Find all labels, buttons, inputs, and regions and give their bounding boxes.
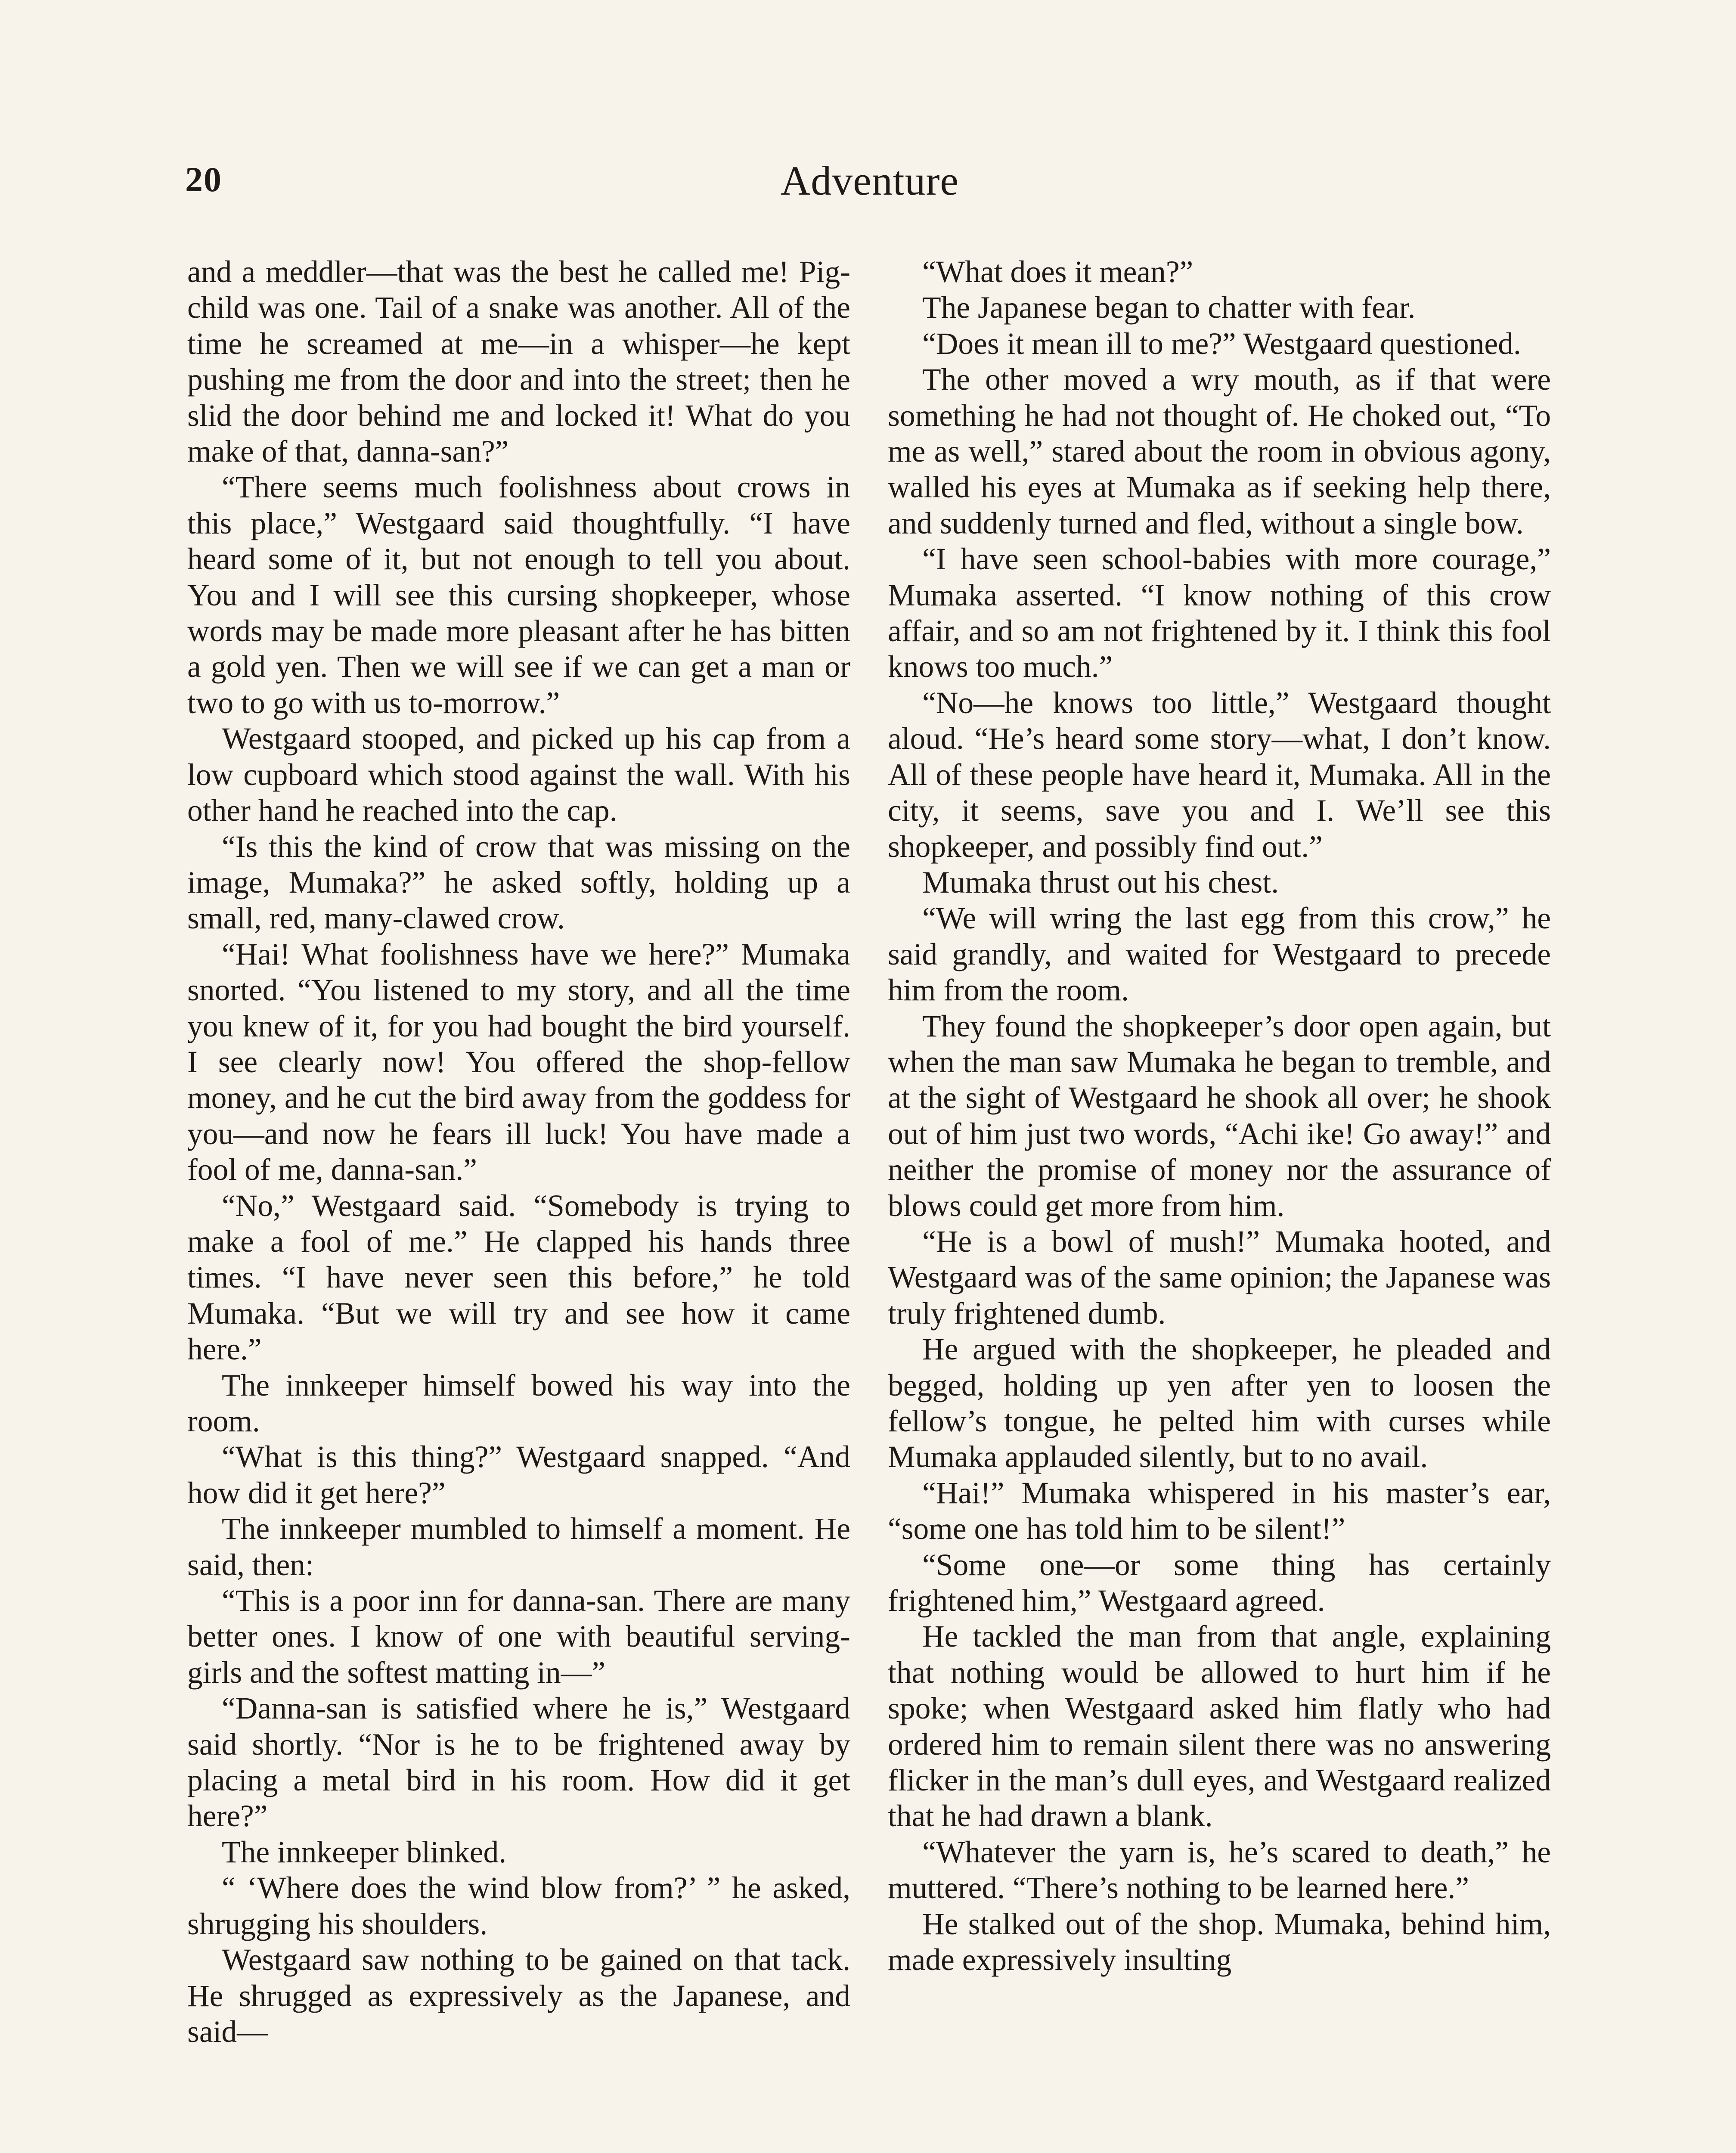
left-column: [187, 254, 850, 2153]
paragraph: “ ‘Where does the wind blow from?’ ” he asked, shrugging his shoulders.: [187, 1871, 850, 1941]
paragraph: “What is this thing?” Westgaard snapped. “And how did it get here?”: [187, 1440, 850, 1510]
paragraph: They found the shopkeeper’s door open again, but when the man saw Mumaka he began to tremble, and at the sight of Westgaard he shook all over; he shook out of him just two words, “Achi ike! Go away!” and neither the promise of money nor the assurance of blows could get more from him.: [888, 1009, 1551, 1223]
paragraph: “I have seen school-babies with more courage,” Mumaka asserted. “I know nothing of this crow affair, and so am not frightened by it. I think this fool knows too much.”: [888, 542, 1551, 684]
paragraph: “Hai! What foolishness have we here?” Mumaka snorted. “You listened to my story, and all the time you knew of it, for you had bought the bird yourself. I see clearly now! You offered the shop-fellow money, and he cut the bird away from the goddess for you—and now he fears ill luck! You have made a fool of me, danna-san.”: [187, 937, 850, 1187]
page-header: [185, 159, 1554, 220]
paragraph: Westgaard stooped, and picked up his cap from a low cupboard which stood against the wall. With his other hand he reached into the cap.: [187, 722, 850, 828]
paragraph: Mumaka thrust out his chest.: [922, 865, 1279, 900]
paragraph: The Japanese began to chatter with fear.: [922, 291, 1416, 325]
paragraph: “No—he knows too little,” Westgaard thought aloud. “He’s heard some story—what, I don’t know. All of these people have heard it, Mumaka. All in the city, it seems, save you and I. We’ll see this shopkeeper, and possibly find out.”: [888, 686, 1551, 864]
paragraph: “There seems much foolishness about crows in this place,” Westgaard said thoughtfully. “I have heard some of it, but not enough to tell you about. You and I will see this cursing shopkeeper, whose words may be made more pleasant after he has bitten a gold yen. Then we will see if we can get a man or two to go with us to-morrow.”: [187, 470, 850, 720]
paragraph: He argued with the shopkeeper, he pleaded and begged, holding up yen after yen to loosen the fellow’s tongue, he pelted him with curses while Mumaka applauded silently, but to no avail.: [888, 1332, 1551, 1474]
page-number: 20: [185, 160, 222, 199]
paragraph: “Hai!” Mumaka whispered in his master’s ear, “some one has told him to be silent!”: [888, 1476, 1551, 1546]
paragraph: The innkeeper mumbled to himself a moment. He said, then:: [187, 1512, 850, 1582]
paragraph: The innkeeper blinked.: [222, 1835, 507, 1869]
paragraph: He tackled the man from that angle, explaining that nothing would be allowed to hurt him if he spoke; when Westgaard asked him flatly who had ordered him to remain silent there was no answering flicker in the man’s dull eyes, and Westgaard realized that he had drawn a blank.: [888, 1619, 1551, 1833]
paragraph: and a meddler—that was the best he called me! Pig-child was one. Tail of a snake was another. All of the time he screamed at me—in a whisper—he kept pushing me from the door and into the street; then he slid the door behind me and locked it! What do you make of that, danna-san?”: [187, 255, 850, 469]
paragraph: The other moved a wry mouth, as if that were something he had not thought of. He choked out, “To me as well,” stared about the room in obvious agony, walled his eyes at Mumaka as if seeking help there, and suddenly turned and fled, without a single bow.: [888, 363, 1551, 540]
paragraph: “Is this the kind of crow that was missing on the image, Mumaka?” he asked softly, holding up a small, red, many-clawed crow.: [187, 829, 850, 936]
paragraph: “Whatever the yarn is, he’s scared to death,” he muttered. “There’s nothing to be learned here.”: [888, 1835, 1551, 1905]
running-title: Adventure: [780, 158, 959, 204]
paragraph: “This is a poor inn for danna-san. There are many better ones. I know of one with beautiful serving-girls and the softest matting in—”: [187, 1584, 850, 1690]
paragraph: He stalked out of the shop. Mumaka, behind him, made expressively insulting: [888, 1907, 1551, 1977]
right-column: [888, 254, 1551, 2153]
paragraph: “We will wring the last egg from this crow,” he said grandly, and waited for Westgaard to precede him from the room.: [888, 901, 1551, 1008]
paragraph: “What does it mean?”: [922, 255, 1194, 289]
paragraph: “No,” Westgaard said. “Somebody is trying to make a fool of me.” He clapped his hands three times. “I have never seen this before,” he told Mumaka. “But we will try and see how it came here.”: [187, 1188, 850, 1367]
paragraph: “Danna-san is satisfied where he is,” Westgaard said shortly. “Nor is he to be frightened away by placing a metal bird in his room. How did it get here?”: [187, 1691, 850, 1833]
paragraph: “He is a bowl of mush!” Mumaka hooted, and Westgaard was of the same opinion; the Japanese was truly frightened dumb.: [888, 1224, 1551, 1331]
paragraph: The innkeeper himself bowed his way into the room.: [187, 1368, 850, 1438]
paragraph: Westgaard saw nothing to be gained on that tack. He shrugged as expressively as the Japanese, and said—: [187, 1943, 850, 2049]
paragraph: “Some one—or some thing has certainly frightened him,” Westgaard agreed.: [888, 1548, 1551, 1618]
paragraph: “Does it mean ill to me?” Westgaard questioned.: [922, 326, 1521, 361]
